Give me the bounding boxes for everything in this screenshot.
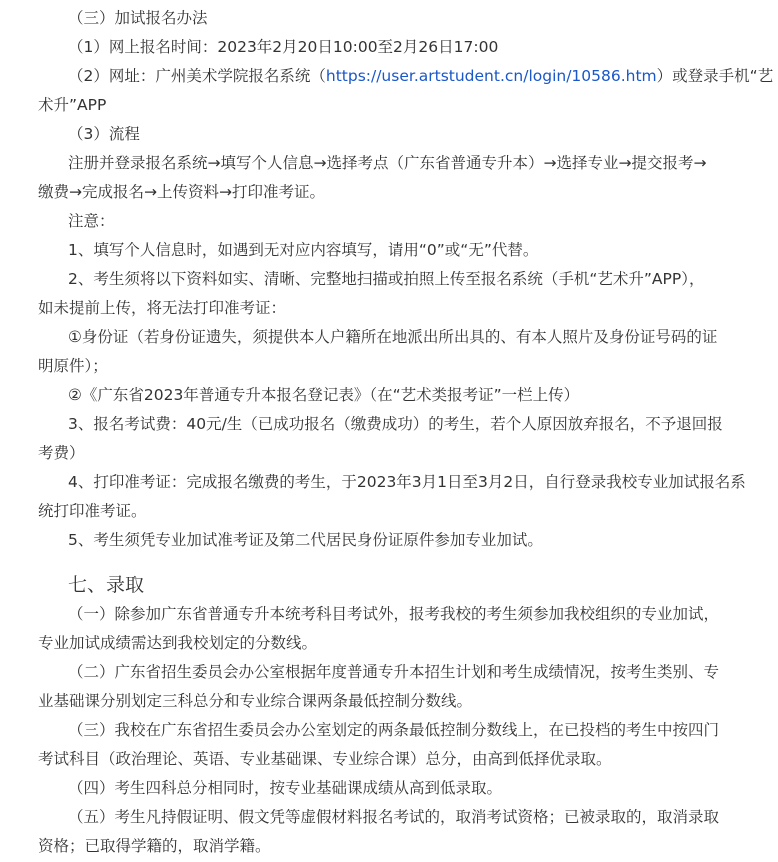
admission-3-line-1: （三）我校在广东省招生委员会办公室划定的两条最低控制分数线上，在已投档的考生中按四门 [68, 721, 720, 739]
registration-time: （1）网上报名时间：2023年2月20日10:00至2月26日17:00 [68, 38, 499, 56]
admission-1-line-1: （一）除参加广东省普通专升本统考科目考试外，报考我校的考生须参加我校组织的专业加试， [68, 605, 720, 623]
website-suffix: ）或登录手机“艺 [656, 67, 774, 85]
flow-text-2: 缴费→完成报名→上传资料→打印准考证。 [38, 183, 325, 201]
note-3-line-2: 考费） [38, 444, 85, 462]
note-4-line-2: 统打印准考证。 [38, 502, 147, 520]
admission-2-line-1: （二）广东省招生委员会办公室根据年度普通专升本招生计划和考生成绩情况，按考生类别、专 [68, 663, 720, 681]
note-label: 注意： [68, 212, 115, 230]
section-heading-registration: （三）加试报名办法 [68, 9, 208, 27]
note-4-line-1: 4、打印准考证：完成报名缴费的考生，于2023年3月1日至3月2日，自行登录我校专业加试报名系 [68, 473, 746, 491]
note-2-item-1-line-2: 明原件）； [38, 357, 108, 375]
flow-text-1: 注册并登录报名系统→填写个人信息→选择考点（广东省普通专升本）→选择专业→提交报考→ [68, 154, 707, 172]
admission-3-line-2: 考试科目（政治理论、英语、专业基础课、专业综合课）总分，由高到低择优录取。 [38, 750, 612, 768]
note-1: 1、填写个人信息时，如遇到无对应内容填写，请用“0”或“无”代替。 [68, 241, 539, 259]
website-line [68, 65, 778, 87]
admission-2-line-2: 业基础课分别划定三科总分和专业综合课两条最低控制分数线。 [38, 692, 473, 710]
note-5: 5、考生须凭专业加试准考证及第二代居民身份证原件参加专业加试。 [68, 531, 543, 549]
note-2-item-1-line-1: ①身份证（若身份证遗失，须提供本人户籍所在地派出所出具的、有本人照片及身份证号码的证 [68, 328, 718, 346]
admission-4: （四）考生四科总分相同时，按专业基础课成绩从高到低录取。 [68, 779, 503, 797]
flow-heading: （3）流程 [68, 125, 140, 143]
admission-5-line-2: 资格；已取得学籍的，取消学籍。 [38, 837, 271, 855]
admission-1-line-2: 专业加试成绩需达到我校划定的分数线。 [38, 634, 318, 652]
note-2-line-2: 如未提前上传，将无法打印准考证： [38, 299, 287, 317]
admission-5-line-1: （五）考生凡持假证明、假文凭等虚假材料报名考试的，取消考试资格；已被录取的，取消录取 [68, 808, 720, 826]
section-title-admission: 七、录取 [68, 574, 145, 596]
note-2-item-2: ②《广东省2023年普通专升本报名登记表》（在“艺术类报考证”一栏上传） [68, 386, 580, 404]
note-2-line-1: 2、考生须将以下资料如实、清晰、完整地扫描或拍照上传至报名系统（手机“艺术升”APP）， [68, 270, 705, 288]
note-3-line-1: 3、报名考试费：40元/生（已成功报名（缴费成功）的考生，若个人原因放弃报名，不予退回报 [68, 415, 723, 433]
website-prefix: （2）网址：广州美术学院报名系统（ [68, 67, 326, 85]
website-line-cont: 术升”APP [38, 96, 107, 114]
registration-system-link[interactable]: https://user.artstudent.cn/login/10586.htm [325, 67, 657, 85]
